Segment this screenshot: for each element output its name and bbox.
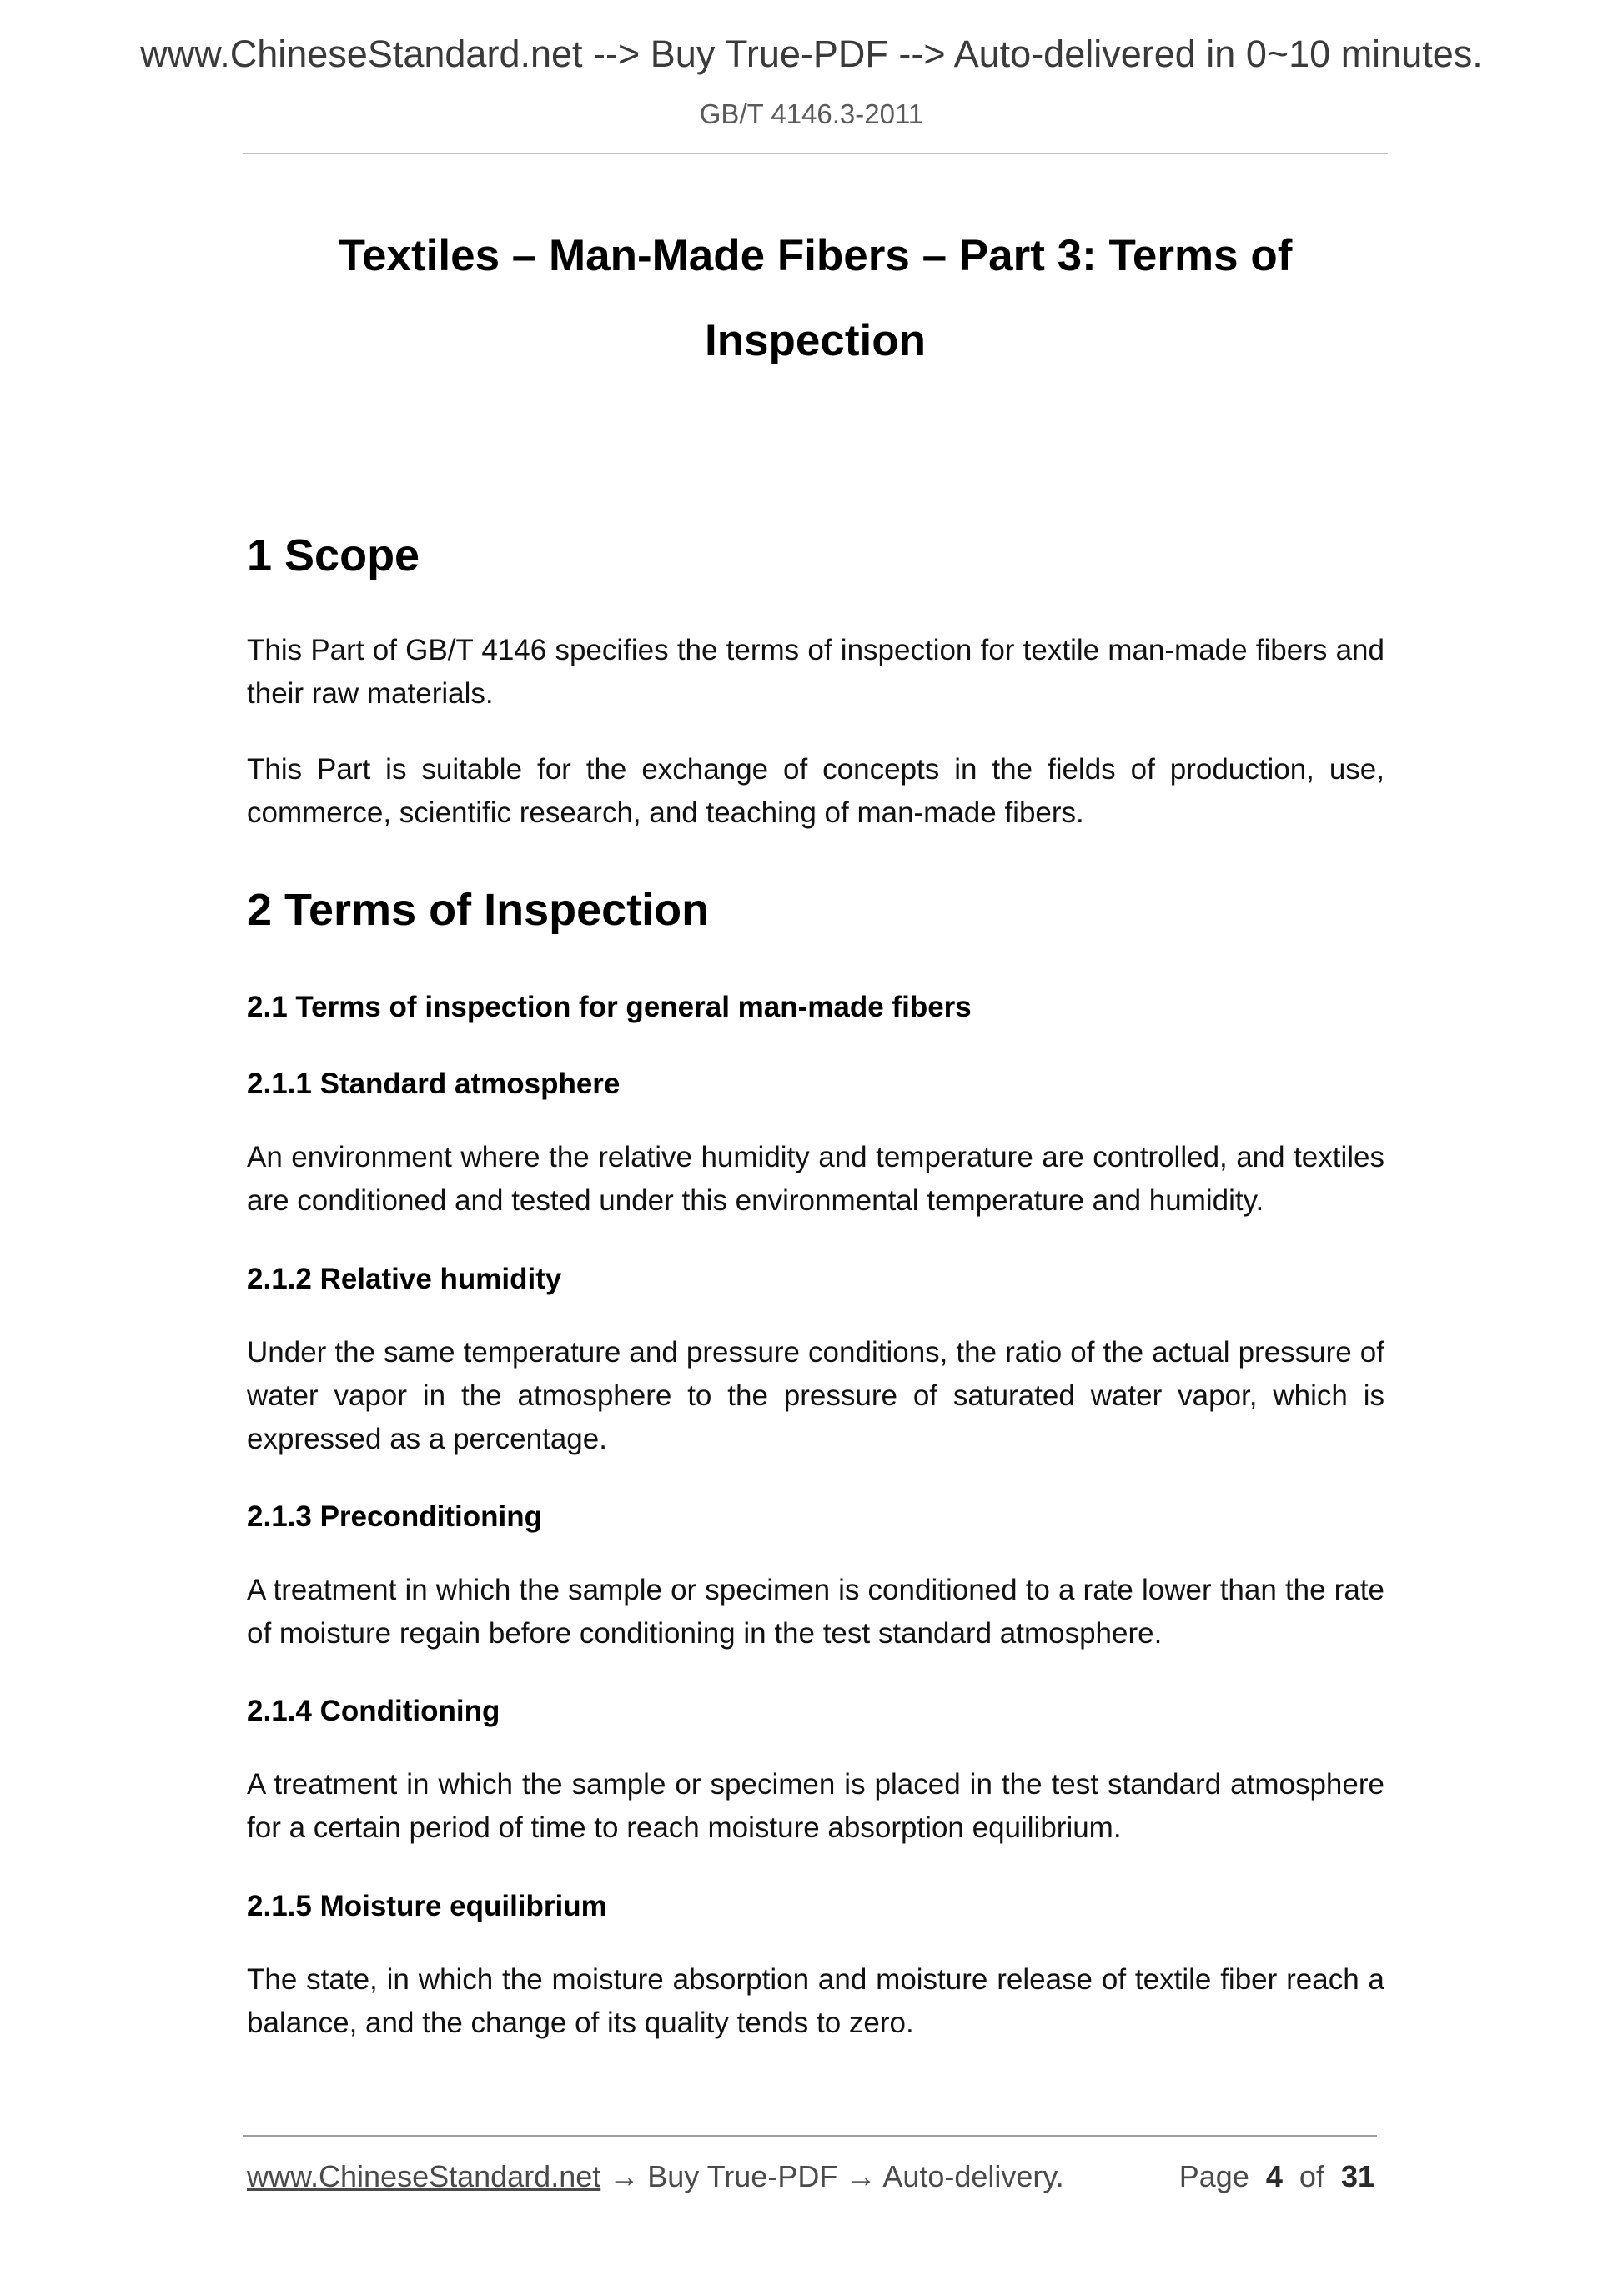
footer-left	[247, 2159, 1064, 2193]
term-heading-relative-humidity: 2.1.2 Relative humidity	[247, 1263, 562, 1295]
subsection-heading-general-fibers: 2.1 Terms of inspection for general man-made fibers	[247, 991, 972, 1023]
footer-tagline: → Buy True-PDF → Auto-delivery.	[600, 2159, 1064, 2193]
standard-code: GB/T 4146.3-2011	[699, 98, 924, 129]
header-divider	[243, 153, 1388, 154]
page-current: 4	[1265, 2159, 1283, 2193]
scope-paragraph-2: This Part is suitable for the exchange of concepts in the fields of production, use, commerce, scientific research, and teaching of man-made fibers.	[247, 753, 1384, 829]
document-title-line2: Inspection	[704, 316, 927, 365]
top-banner: www.ChineseStandard.net --> Buy True-PDF --> Auto-delivered in 0~10 minutes.	[140, 33, 1483, 75]
page-indicator	[1178, 2159, 1374, 2193]
term-definition-preconditioning: A treatment in which the sample or specimen is conditioned to a rate lower than the rate of moisture regain before conditioning in the test standard atmosphere.	[247, 1574, 1384, 1650]
footer-divider	[243, 2135, 1377, 2137]
term-definition-standard-atmosphere: An environment where the relative humidity and temperature are controlled, and textiles are conditioned and tested under this environmental temperature and humidity.	[247, 1141, 1384, 1217]
term-definition-relative-humidity: Under the same temperature and pressure conditions, the ratio of the actual pressure of water vapor in the atmosphere to the pressure of saturated water vapor, which is expressed as a percentage.	[247, 1336, 1384, 1455]
page-of-label: of	[1299, 2159, 1324, 2193]
term-definition-moisture-equilibrium: The state, in which the moisture absorption and moisture release of textile fiber reach a balance, and the change of its quality tends to zero.	[247, 1963, 1384, 2039]
term-heading-moisture-equilibrium: 2.1.5 Moisture equilibrium	[247, 1890, 607, 1922]
document-title	[243, 214, 1388, 384]
term-heading-preconditioning: 2.1.3 Preconditioning	[247, 1500, 542, 1533]
document-title-line1: Textiles – Man-Made Fibers – Part 3: Terms of	[338, 231, 1293, 280]
section-heading-scope: 1 Scope	[247, 530, 420, 580]
footer-website-link[interactable]: www.ChineseStandard.net	[247, 2159, 601, 2193]
term-heading-standard-atmosphere: 2.1.1 Standard atmosphere	[247, 1068, 621, 1100]
term-definition-conditioning: A treatment in which the sample or specimen is placed in the test standard atmosphere for a certain period of time to reach moisture absorption equilibrium.	[247, 1768, 1384, 1844]
section-heading-terms: 2 Terms of Inspection	[247, 885, 710, 935]
scope-paragraph-1: This Part of GB/T 4146 specifies the terms of inspection for textile man-made fibers and their raw materials.	[247, 634, 1384, 710]
page-label: Page	[1178, 2159, 1249, 2193]
page-total: 31	[1340, 2159, 1374, 2193]
term-heading-conditioning: 2.1.4 Conditioning	[247, 1695, 500, 1727]
